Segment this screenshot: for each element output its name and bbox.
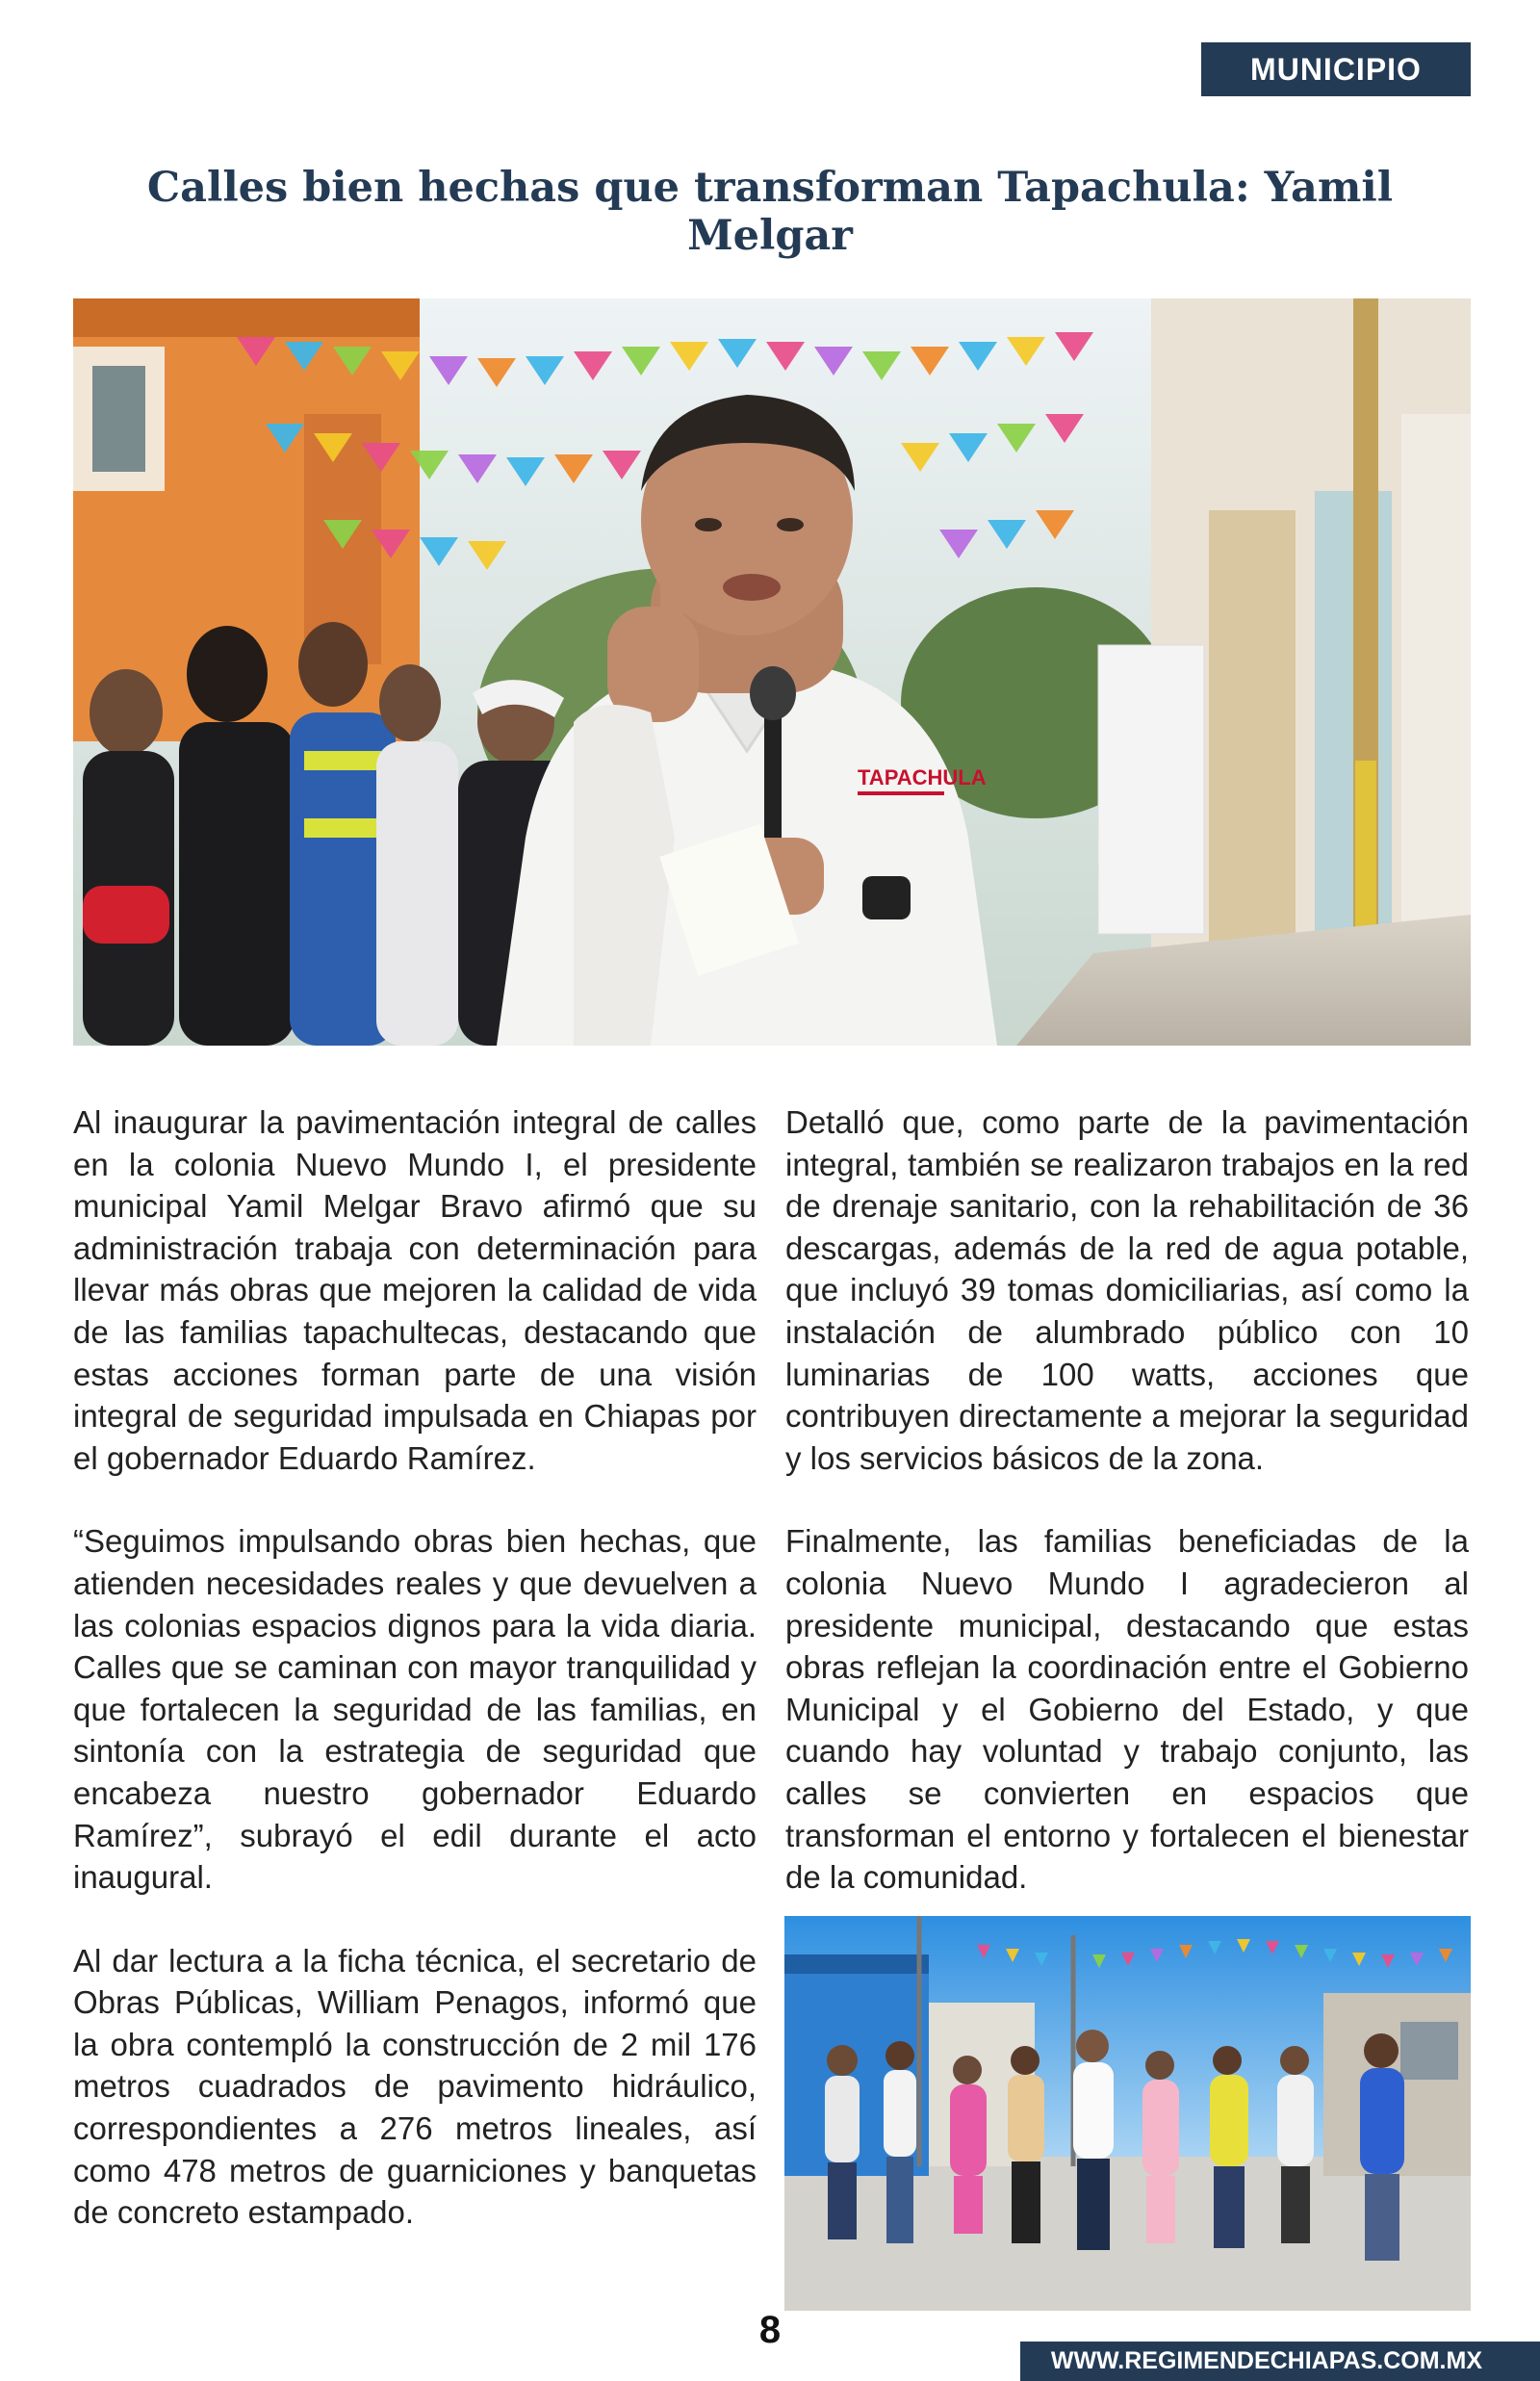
speaker-photo-illustration <box>73 298 1471 1046</box>
group-photo <box>784 1916 1471 2311</box>
paragraph: Al inaugurar la pavimentación integral de calles en la colonia Nuevo Mundo I, el presidente municipal Yamil Melgar Bravo afirmó que su administración trabaja con determinación para llevar más obras que mejoren la calidad de vida de las familias tapachultecas, destacando que estas acciones forman parte de una visión integral de seguridad impulsada en Chiapas por el gobernador Eduardo Ramírez. <box>73 1104 757 1476</box>
website-footer: WWW.REGIMENDECHIAPAS.COM.MX <box>1020 2342 1540 2381</box>
paragraph: Al dar lectura a la ficha técnica, el secretario de Obras Públicas, William Penagos, informó que la obra contempló la construcción de 2 mil 176 metros cuadrados de pavimento hidráulico, correspondientes a 276 metros lineales, así como 478 metros de guarniciones y banquetas de concreto estampado. <box>73 1942 757 2231</box>
page-number: 8 <box>758 2309 782 2351</box>
article-column-right <box>785 1101 1469 1940</box>
paragraph: Finalmente, las familias beneficiadas de la colonia Nuevo Mundo I agradecieron al presidente municipal, destacando que estas obras reflejan la coordinación entre el Gobierno Municipal y el Gobierno del Estado, y que cuando hay voluntad y trabajo conjunto, las calles se convierten en espacios que transforman el entorno y fortalecen el bienestar de la comunidad. <box>785 1523 1469 1896</box>
shirt-logo-text: TAPACHULA <box>858 765 987 789</box>
section-tag: MUNICIPIO <box>1201 42 1471 96</box>
article-column-left <box>73 1101 757 2275</box>
paragraph: “Seguimos impulsando obras bien hechas, que atienden necesidades reales y que devuelven a las colonias espacios dignos para la vida diaria. Calles que se caminan con mayor tranquilidad y que fortalecen la seguridad de las familias, en sintonía con la estrategia de seguridad que encabeza nuestro gobernador Eduardo Ramírez”, subrayó el edil durante el acto inaugural. <box>73 1523 757 1896</box>
main-photo <box>73 298 1471 1046</box>
paragraph: Detalló que, como parte de la pavimentación integral, también se realizaron trabajos en la red de drenaje sanitario, con la rehabilitación de 36 descargas, además de la red de agua potable, que incluyó 39 tomas domiciliarias, así como la instalación de alumbrado público con 10 luminarias de 100 watts, acciones que contribuyen directamente a mejorar la seguridad y los servicios básicos de la zona. <box>785 1104 1469 1476</box>
group-walk-illustration <box>784 1916 1471 2311</box>
article-headline: Calles bien hechas que transforman Tapachula: Yamil Melgar <box>146 164 1394 260</box>
